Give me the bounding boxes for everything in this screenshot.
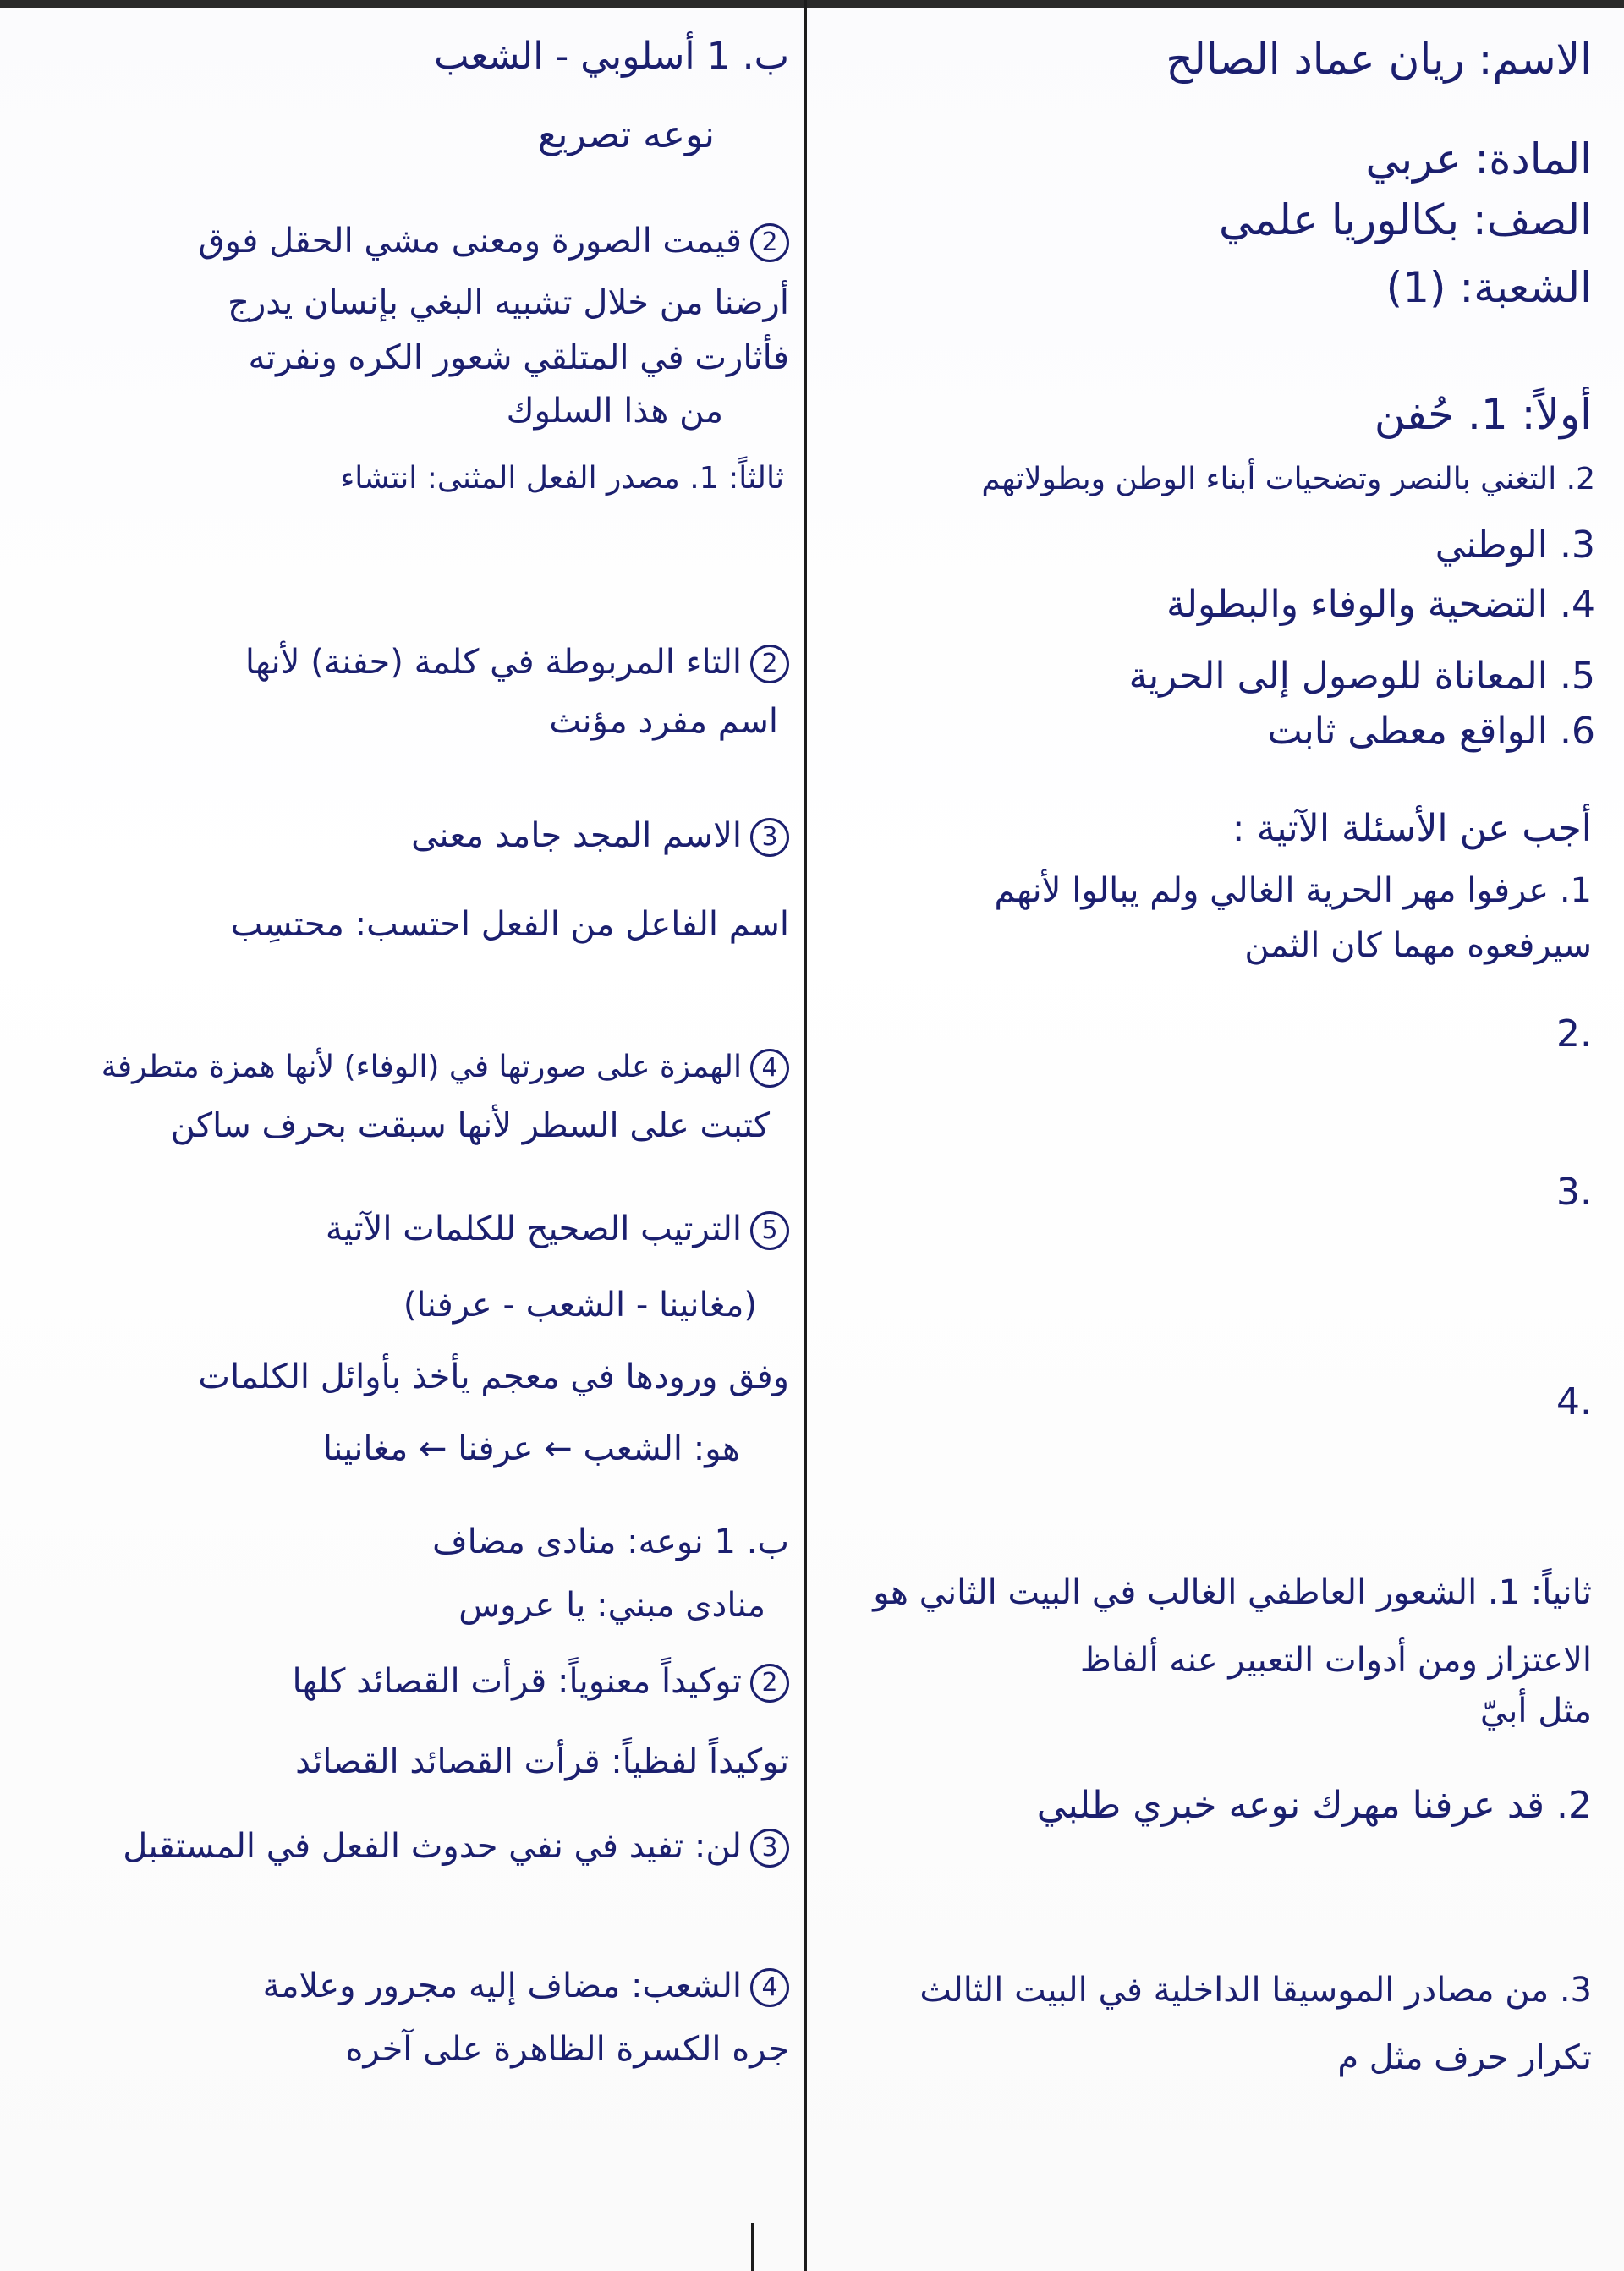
d2-circle-number: 2 <box>750 1664 789 1703</box>
answer-1-line-1: 1. عرفوا مهر الحرية الغالي ولم يبالوا لأنهم <box>994 871 1592 910</box>
right-column <box>820 0 1599 2271</box>
c5-line-1 <box>326 1210 789 1250</box>
b1-style: ب. 1 أسلوبي - الشعب <box>434 35 789 78</box>
third-answer-1: ثالثاً: 1. مصدر الفعل المثنى: انتشاء <box>340 461 784 496</box>
c2-line-1 <box>245 643 789 683</box>
c3-text-1: الاسم المجد جامد معنى <box>411 816 742 855</box>
left-column <box>8 0 791 2271</box>
d3-line <box>123 1827 789 1868</box>
c3-circle-number: 3 <box>750 818 789 857</box>
second-answer-1: ثانياً: 1. الشعور العاطفي الغالب في البيت الثاني هو <box>873 1573 1592 1612</box>
c4-line-2: كتبت على السطر لأنها سبقت بحرف ساكن <box>170 1106 770 1145</box>
c4-line-1 <box>102 1049 789 1088</box>
first-answer-2: 2. التغني بالنصر وتضحيات أبناء الوطن وبطولاتهم <box>981 462 1595 496</box>
c4-circle-number: 4 <box>750 1049 789 1088</box>
subject: المادة: عربي <box>1365 134 1592 184</box>
d1-type: ب. 1 نوعه: منادى مضاف <box>432 1522 789 1561</box>
q2-circle-number: 2 <box>750 223 789 262</box>
c5-text-1: الترتيب الصحيح للكلمات الآتية <box>325 1210 742 1248</box>
d4-line-2: جره الكسرة الظاهرة على آخره <box>345 2030 789 2069</box>
c5-line-2: (مغانينا - الشعب - عرفنا) <box>403 1286 757 1325</box>
c4-text-1: الهمزة على صورتها في (الوفاء) لأنها همزة متطرفة <box>101 1050 742 1084</box>
questions-heading: أجب عن الأسئلة الآتية : <box>1232 807 1592 850</box>
q2-text-1: قيمت الصورة ومعنى مشي الحقل فوق <box>198 222 742 261</box>
second-answer-1-example: مثل أبيّ <box>1479 1692 1592 1731</box>
first-answer-4: 4. التضحية والوفاء والبطولة <box>1166 583 1595 626</box>
d4-line-1 <box>263 1967 789 2007</box>
student-name: الاسم: ريان عماد الصالح <box>1166 35 1592 84</box>
second-answer-3-cont: تكرار حرف مثل م <box>1337 2038 1592 2077</box>
second-answer-1-cont: الاعتزاز ومن أدوات التعبير عنه ألفاظ <box>1079 1641 1592 1680</box>
d2-line-1 <box>292 1662 789 1703</box>
section-label: الشعبة: (1) <box>1385 263 1592 312</box>
c2-text-1: التاء المربوطة في كلمة (حفنة) لأنها <box>244 643 742 682</box>
answer-4-number: .4 <box>1556 1380 1592 1423</box>
d3-text: لن: تفيد في نفي حدوث الفعل في المستقبل <box>123 1827 742 1866</box>
answer-1-line-2: سيرفعوه مهما كان الثمن <box>1244 926 1592 965</box>
q2-line-3: فأثارت في المتلقي شعور الكره ونفرته <box>248 338 789 377</box>
d4-circle-number: 4 <box>750 1968 789 2007</box>
answer-3-number: .3 <box>1556 1171 1592 1214</box>
c5-line-3: وفق ورودها في معجم يأخذ بأوائل الكلمات <box>198 1358 789 1396</box>
b1-type: نوعه تصريع <box>537 113 715 156</box>
q2-line-2: أرضنا من خلال تشبيه البغي بإنسان يدرج <box>228 283 789 322</box>
d1-example: منادى مبني: يا عروس <box>458 1586 765 1625</box>
q2-line-4: من هذا السلوك <box>506 392 723 431</box>
first-answer-6: 6. الواقع معطى ثابت <box>1267 710 1595 753</box>
class-label: الصف: بكالوريا علمي <box>1219 195 1592 244</box>
c3-line-2: اسم الفاعل من الفعل احتسب: محتسِب <box>230 905 789 944</box>
d3-circle-number: 3 <box>750 1829 789 1868</box>
c3-line-1 <box>411 816 789 857</box>
first-answer-5: 5. المعاناة للوصول إلى الحرية <box>1128 655 1595 698</box>
d2-line-2: توكيداً لفظياً: قرأت القصائد القصائد <box>295 1742 789 1781</box>
c5-line-4: هو: الشعب ← عرفنا ← مغانينا <box>322 1429 740 1468</box>
c2-line-2: اسم مفرد مؤنث <box>549 702 778 741</box>
d2-text-1: توكيداً معنوياً: قرأت القصائد كلها <box>292 1662 742 1701</box>
second-answer-3: 3. من مصادر الموسيقا الداخلية في البيت الثالث <box>919 1971 1592 2010</box>
c5-circle-number: 5 <box>750 1211 789 1250</box>
second-answer-2: 2. قد عرفنا مهرك نوعه خبري طلبي <box>1036 1784 1592 1827</box>
c2-circle-number: 2 <box>750 645 789 683</box>
column-divider <box>804 0 807 2271</box>
q2-line-1 <box>199 222 789 262</box>
d4-text-1: الشعب: مضاف إليه مجرور وعلامة <box>262 1967 742 2005</box>
first-answer-3: 3. الوطني <box>1435 524 1595 567</box>
first-answer-1: أولاً: 1. حُفن <box>1374 390 1592 439</box>
answer-2-number: .2 <box>1556 1012 1592 1056</box>
